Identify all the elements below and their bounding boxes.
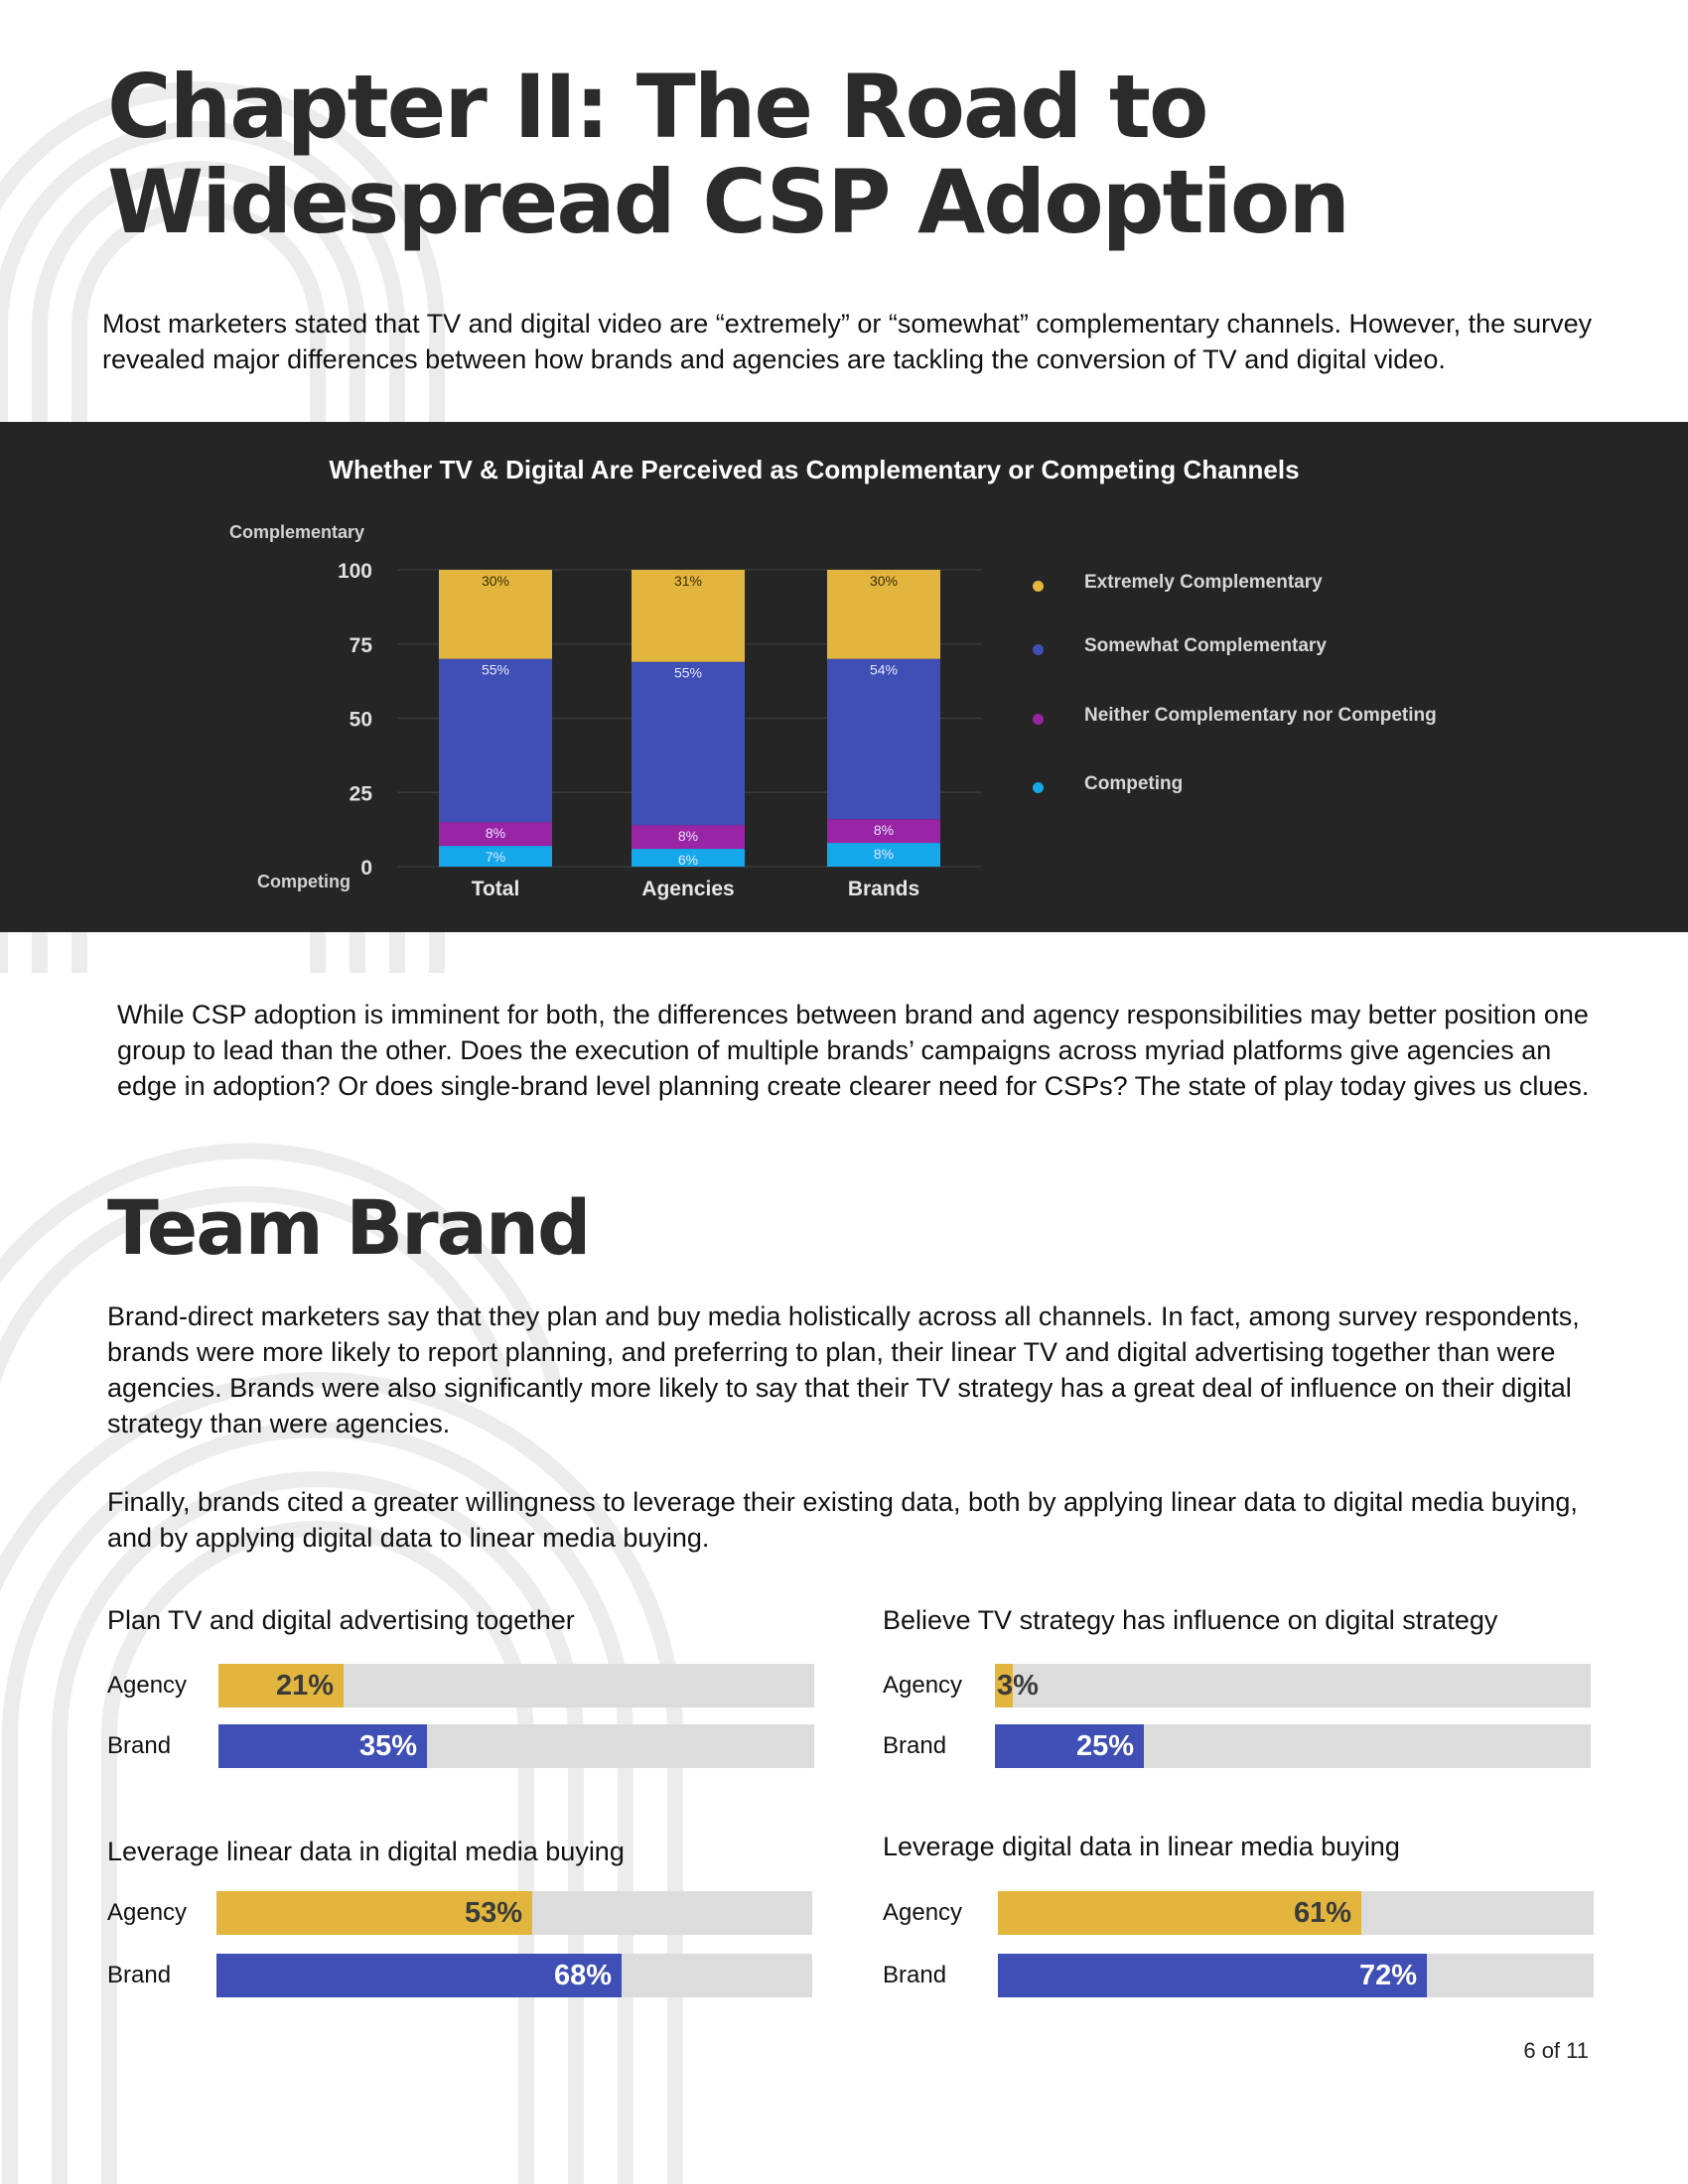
comparison-fill: [995, 1724, 1144, 1768]
data-label: 8%: [873, 846, 895, 863]
body-paragraph-brand-direct: Brand-direct marketers say that they plan and buy media holistically across all channels. In fact, among survey respondents, brands were more likely to report planning, and preferring to plan, their linear TV and digital advertising together than were agencies. Brands were also significantly more likely to say that their TV strategy has a great deal of influence on their digital strategy than were agencies.: [107, 1301, 1580, 1438]
data-label: 55%: [481, 661, 510, 678]
comparison-value: 21%: [275, 1670, 334, 1702]
comparison-track: [216, 1954, 812, 1997]
comparison-track: [995, 1664, 1591, 1707]
comparison-row-label: Agency: [107, 1672, 188, 1699]
comparison-track: [218, 1724, 814, 1768]
comparison-fill: [218, 1724, 427, 1768]
data-label: 6%: [677, 852, 699, 869]
x-tick-label: Brands: [847, 878, 920, 900]
legend-label: Extremely Complementary: [1084, 572, 1323, 593]
data-label: 55%: [673, 664, 703, 681]
comparison-track: [216, 1891, 812, 1935]
comparison-track: [995, 1724, 1591, 1768]
comparison-title: Believe TV strategy has influence on digital strategy: [883, 1605, 1498, 1635]
comparison-track: [218, 1664, 814, 1707]
comparison-title: Plan TV and digital advertising together: [107, 1605, 575, 1635]
comparison-value: 68%: [553, 1960, 612, 1991]
section-heading: Team Brand: [107, 1183, 590, 1272]
x-tick-label: Agencies: [641, 878, 735, 900]
comparison-fill: [218, 1664, 344, 1707]
page-title: Chapter II: The Road to Widespread CSP Adoption: [107, 56, 1348, 253]
comparison-value: 35%: [358, 1730, 417, 1762]
comparison-row-label: Agency: [107, 1899, 188, 1926]
intro-paragraph: Most marketers stated that TV and digital video are “extremely” or “somewhat” complementary channels. However, the survey revealed major differences between how brands and agencies are tackling the conversion of TV and digital video.: [102, 309, 1593, 374]
y-tick-label: 50: [349, 708, 372, 732]
y-axis-bottom-label: Competing: [257, 872, 351, 891]
y-axis-top-label: Complementary: [228, 522, 364, 542]
y-tick-label: 75: [349, 633, 372, 657]
comparison-fill: [216, 1954, 622, 1997]
comparison-value: 3%: [997, 1670, 1039, 1702]
comparison-fill: [998, 1954, 1427, 1997]
y-tick-label: 100: [337, 560, 372, 583]
comparison-track: [998, 1891, 1594, 1935]
data-label: 8%: [873, 822, 895, 839]
comparison-title: Leverage digital data in linear media buying: [883, 1832, 1400, 1861]
legend-label: Somewhat Complementary: [1084, 635, 1327, 656]
y-tick-label: 0: [360, 857, 372, 880]
comparison-track: [998, 1954, 1594, 1997]
comparison-value: 25%: [1075, 1730, 1134, 1762]
comparison-title: Leverage linear data in digital media buying: [107, 1837, 625, 1866]
comparison-row-label: Brand: [107, 1732, 172, 1759]
comparison-row-label: Brand: [883, 1732, 947, 1759]
page-number: 6 of 11: [1523, 2038, 1589, 2063]
data-label: 54%: [869, 661, 899, 678]
data-label: 30%: [869, 573, 899, 589]
comparison-value: 72%: [1358, 1960, 1417, 1991]
data-label: 8%: [485, 825, 506, 842]
comparison-row-label: Agency: [883, 1899, 963, 1926]
body-paragraph-clues: While CSP adoption is imminent for both, the differences between brand and agency responsibilities may better position one group to lead than the other. Does the execution of multiple brands’ campaigns across myriad platforms give agencies an edge in adoption? Or does single-brand level planning create clearer need for CSPs? The state of play today gives us clues.: [117, 1000, 1590, 1101]
comparison-fill: [216, 1891, 532, 1935]
comparison-value: 61%: [1293, 1897, 1351, 1929]
legend-label: Competing: [1084, 773, 1184, 794]
comparison-row-label: Brand: [107, 1962, 172, 1988]
comparison-fill: [995, 1664, 1039, 1707]
x-tick-label: Total: [471, 878, 520, 900]
body-paragraph-data-leverage: Finally, brands cited a greater willingness to leverage their existing data, both by applying linear data to digital media buying, and by applying digital data to linear media buying.: [107, 1487, 1578, 1553]
comparison-row-label: Agency: [883, 1672, 963, 1699]
comparison-row-label: Brand: [883, 1962, 947, 1988]
comparison-fill: [998, 1891, 1361, 1935]
data-label: 30%: [481, 573, 510, 589]
y-tick-label: 25: [349, 782, 372, 806]
chart-title: Whether TV & Digital Are Perceived as Complementary or Competing Channels: [329, 455, 1300, 484]
data-label: 8%: [677, 828, 699, 845]
comparison-value: 53%: [464, 1897, 522, 1929]
data-label: 31%: [673, 573, 703, 589]
data-label: 7%: [485, 849, 506, 866]
legend-label: Neither Complementary nor Competing: [1084, 705, 1437, 726]
